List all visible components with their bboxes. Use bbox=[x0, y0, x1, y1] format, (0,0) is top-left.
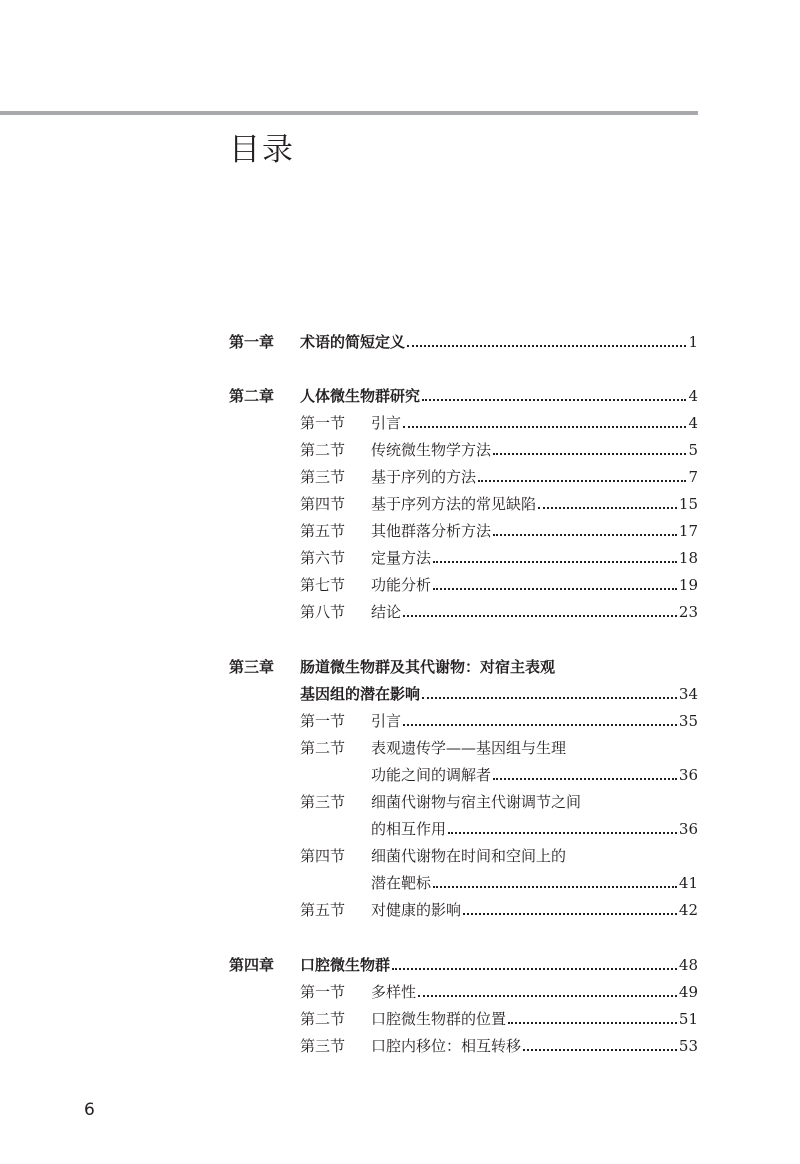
toc-chapter-3-continued[interactable] bbox=[300, 677, 698, 704]
chapter-title: 口腔微生物群 bbox=[300, 956, 391, 974]
chapter-title: 术语的简短定义 bbox=[300, 333, 406, 351]
dot-leader bbox=[478, 479, 686, 482]
page-ref: 48 bbox=[678, 956, 698, 974]
section-title: 多样性 bbox=[371, 983, 417, 1001]
page-ref: 36 bbox=[678, 820, 698, 838]
section-label: 第三节 bbox=[300, 793, 346, 811]
section-label: 第五节 bbox=[300, 901, 346, 919]
section-label: 第八节 bbox=[300, 603, 346, 621]
toc-chapter-4[interactable] bbox=[229, 948, 698, 975]
dot-leader bbox=[403, 425, 686, 428]
dot-leader bbox=[508, 1021, 677, 1024]
toc-section[interactable] bbox=[300, 785, 698, 812]
toc-section[interactable] bbox=[300, 893, 698, 920]
section-label: 第六节 bbox=[300, 549, 346, 567]
section-label: 第三节 bbox=[300, 468, 346, 486]
section-title: 功能分析 bbox=[371, 576, 432, 594]
chapter-title: 基因组的潜在影响 bbox=[300, 685, 421, 703]
section-title: 定量方法 bbox=[371, 549, 432, 567]
section-title: 功能之间的调解者 bbox=[371, 766, 492, 784]
toc-section-continued[interactable] bbox=[371, 866, 698, 893]
toc-section[interactable] bbox=[300, 731, 698, 758]
dot-leader bbox=[422, 696, 677, 699]
section-label: 第三节 bbox=[300, 1037, 346, 1055]
dot-leader bbox=[493, 777, 677, 780]
toc-section[interactable] bbox=[300, 406, 698, 433]
toc-section[interactable] bbox=[300, 1029, 698, 1056]
toc-section[interactable] bbox=[300, 541, 698, 568]
toc-chapter-2[interactable] bbox=[229, 379, 698, 406]
section-title: 表观遗传学——基因组与生理 bbox=[371, 739, 567, 757]
page-ref: 49 bbox=[678, 983, 698, 1001]
page-ref: 4 bbox=[688, 414, 698, 432]
section-title: 细菌代谢物在时间和空间上的 bbox=[371, 847, 567, 865]
dot-leader bbox=[403, 723, 677, 726]
section-label: 第四节 bbox=[300, 847, 346, 865]
section-label: 第一节 bbox=[300, 983, 346, 1001]
toc-section-continued[interactable] bbox=[371, 812, 698, 839]
section-title: 对健康的影响 bbox=[371, 901, 462, 919]
dot-leader bbox=[433, 560, 677, 563]
section-label: 第二节 bbox=[300, 441, 346, 459]
section-title: 口腔内移位：相互转移 bbox=[371, 1037, 522, 1055]
chapter-label: 第三章 bbox=[229, 658, 275, 676]
dot-leader bbox=[392, 967, 677, 970]
section-title: 潜在靶标 bbox=[371, 874, 432, 892]
chapter-label: 第四章 bbox=[229, 956, 275, 974]
dot-leader bbox=[493, 452, 686, 455]
section-title: 传统微生物学方法 bbox=[371, 441, 492, 459]
chapter-title: 人体微生物群研究 bbox=[300, 387, 421, 405]
section-label: 第一节 bbox=[300, 414, 346, 432]
toc-section-continued[interactable] bbox=[371, 758, 698, 785]
page-ref: 7 bbox=[688, 468, 698, 486]
section-title: 引言 bbox=[371, 414, 402, 432]
chapter-title: 肠道微生物群及其代谢物：对宿主表观 bbox=[300, 658, 556, 676]
dot-leader bbox=[403, 614, 677, 617]
section-label: 第二节 bbox=[300, 739, 346, 757]
page-ref: 15 bbox=[678, 495, 698, 513]
page-ref: 35 bbox=[678, 712, 698, 730]
page-ref: 5 bbox=[688, 441, 698, 459]
section-title: 细菌代谢物与宿主代谢调节之间 bbox=[371, 793, 582, 811]
toc-section[interactable] bbox=[300, 514, 698, 541]
page-number: 6 bbox=[84, 1100, 95, 1120]
toc-section[interactable] bbox=[300, 460, 698, 487]
toc-chapter-3[interactable] bbox=[229, 650, 698, 677]
section-title: 基于序列方法的常见缺陷 bbox=[371, 495, 537, 513]
dot-leader bbox=[493, 533, 677, 536]
section-label: 第二节 bbox=[300, 1010, 346, 1028]
page-ref: 1 bbox=[688, 333, 698, 351]
dot-leader bbox=[463, 912, 677, 915]
dot-leader bbox=[448, 831, 677, 834]
page-title: 目录 bbox=[229, 132, 295, 168]
page-ref: 18 bbox=[678, 549, 698, 567]
section-label: 第五节 bbox=[300, 522, 346, 540]
page-ref: 53 bbox=[678, 1037, 698, 1055]
page-ref: 34 bbox=[678, 685, 698, 703]
section-title: 口腔微生物群的位置 bbox=[371, 1010, 507, 1028]
toc-chapter-1[interactable] bbox=[229, 325, 698, 352]
section-title: 结论 bbox=[371, 603, 402, 621]
section-title: 基于序列的方法 bbox=[371, 468, 477, 486]
page-ref: 42 bbox=[678, 901, 698, 919]
toc-section[interactable] bbox=[300, 487, 698, 514]
toc-section[interactable] bbox=[300, 704, 698, 731]
toc-section[interactable] bbox=[300, 595, 698, 622]
dot-leader bbox=[523, 1048, 677, 1051]
section-label: 第四节 bbox=[300, 495, 346, 513]
page-ref: 23 bbox=[678, 603, 698, 621]
page-ref: 41 bbox=[678, 874, 698, 892]
section-title: 的相互作用 bbox=[371, 820, 447, 838]
toc-section[interactable] bbox=[300, 839, 698, 866]
page-ref: 51 bbox=[678, 1010, 698, 1028]
toc-section[interactable] bbox=[300, 568, 698, 595]
toc-section[interactable] bbox=[300, 433, 698, 460]
section-label: 第七节 bbox=[300, 576, 346, 594]
page-ref: 4 bbox=[688, 387, 698, 405]
dot-leader bbox=[433, 885, 677, 888]
toc-section[interactable] bbox=[300, 1002, 698, 1029]
page-ref: 36 bbox=[678, 766, 698, 784]
page-ref: 17 bbox=[678, 522, 698, 540]
dot-leader bbox=[418, 994, 677, 997]
dot-leader bbox=[422, 398, 686, 401]
header-rule bbox=[0, 111, 698, 115]
chapter-label: 第一章 bbox=[229, 333, 275, 351]
dot-leader bbox=[538, 506, 677, 509]
dot-leader bbox=[407, 344, 686, 347]
section-title: 其他群落分析方法 bbox=[371, 522, 492, 540]
dot-leader bbox=[433, 587, 677, 590]
section-title: 引言 bbox=[371, 712, 402, 730]
page-ref: 19 bbox=[678, 576, 698, 594]
toc-section[interactable] bbox=[300, 975, 698, 1002]
section-label: 第一节 bbox=[300, 712, 346, 730]
chapter-label: 第二章 bbox=[229, 387, 275, 405]
